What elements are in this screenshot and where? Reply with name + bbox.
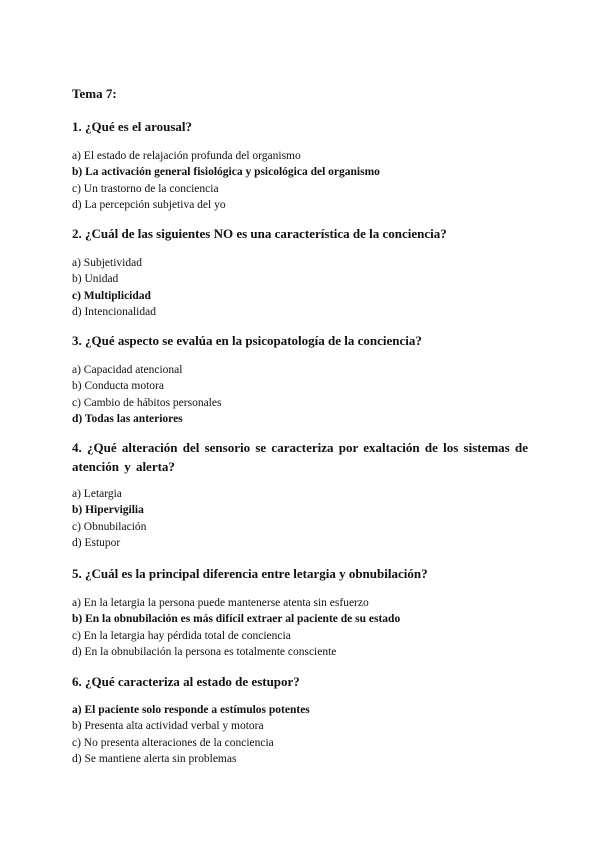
answer-option-b: b) La activación general fisiológica y psicológica del organismo <box>72 166 380 179</box>
answer-options <box>72 486 528 552</box>
answer-option-c: c) Cambio de hábitos personales <box>72 396 222 409</box>
question-2 <box>72 224 528 321</box>
question-1 <box>72 117 528 214</box>
answer-options <box>72 595 528 661</box>
answer-option-a: a) Capacidad atencional <box>72 364 183 376</box>
question-text: 6. ¿Qué caracteriza al estado de estupor? <box>72 674 300 689</box>
question-text: 3. ¿Qué aspecto se evalúa en la psicopatología de la conciencia? <box>72 333 422 348</box>
document-title: Tema 7: <box>72 86 117 101</box>
answer-option-b: b) Conducta motora <box>72 380 164 393</box>
answer-option-d: d) La percepción subjetiva del yo <box>72 199 226 212</box>
answer-option-d: d) Se mantiene alerta sin problemas <box>72 753 237 766</box>
answer-option-a: a) Letargia <box>72 488 122 500</box>
question-text: 1. ¿Qué es el arousal? <box>72 119 193 134</box>
answer-option-c: c) Un trastorno de la conciencia <box>72 182 219 195</box>
answer-option-a: a) El paciente solo responde a estímulos potentes <box>72 704 310 716</box>
answer-option-d: d) En la obnubilación la persona es totalmente consciente <box>72 646 337 659</box>
answer-option-a: a) El estado de relajación profunda del organismo <box>72 150 301 162</box>
answer-option-d: d) Intencionalidad <box>72 306 156 319</box>
question-5 <box>72 564 528 661</box>
answer-option-a: a) Subjetividad <box>72 257 142 269</box>
answer-option-b: b) En la obnubilación es más difícil extraer al paciente de su estado <box>72 613 401 626</box>
question-4 <box>72 438 528 552</box>
answer-option-d: d) Estupor <box>72 537 121 550</box>
answer-option-b: b) Presenta alta actividad verbal y motora <box>72 720 264 733</box>
answer-option-b: b) Hipervigilia <box>72 504 144 517</box>
answer-option-d: d) Todas las anteriores <box>72 413 183 426</box>
answer-options <box>72 255 528 321</box>
answer-option-c: c) No presenta alteraciones de la conciencia <box>72 736 274 749</box>
answer-options <box>72 148 528 214</box>
answer-option-c: c) Obnubilación <box>72 520 147 533</box>
question-6 <box>72 672 528 768</box>
question-text: 5. ¿Cuál es la principal diferencia entre letargia y obnubilación? <box>72 566 428 581</box>
question-text: 2. ¿Cuál de las siguientes NO es una característica de la conciencia? <box>72 226 447 241</box>
answer-option-c: c) En la letargia hay pérdida total de conciencia <box>72 629 291 642</box>
answer-options <box>72 362 528 428</box>
answer-options <box>72 702 528 768</box>
answer-option-a: a) En la letargia la persona puede mantenerse atenta sin esfuerzo <box>72 597 369 609</box>
answer-option-c: c) Multiplicidad <box>72 289 151 302</box>
question-text: 4. ¿Qué alteración del sensorio se caracteriza por exaltación de los sistemas de atención y alerta? <box>72 440 528 474</box>
question-3 <box>72 331 528 428</box>
answer-option-b: b) Unidad <box>72 273 119 286</box>
